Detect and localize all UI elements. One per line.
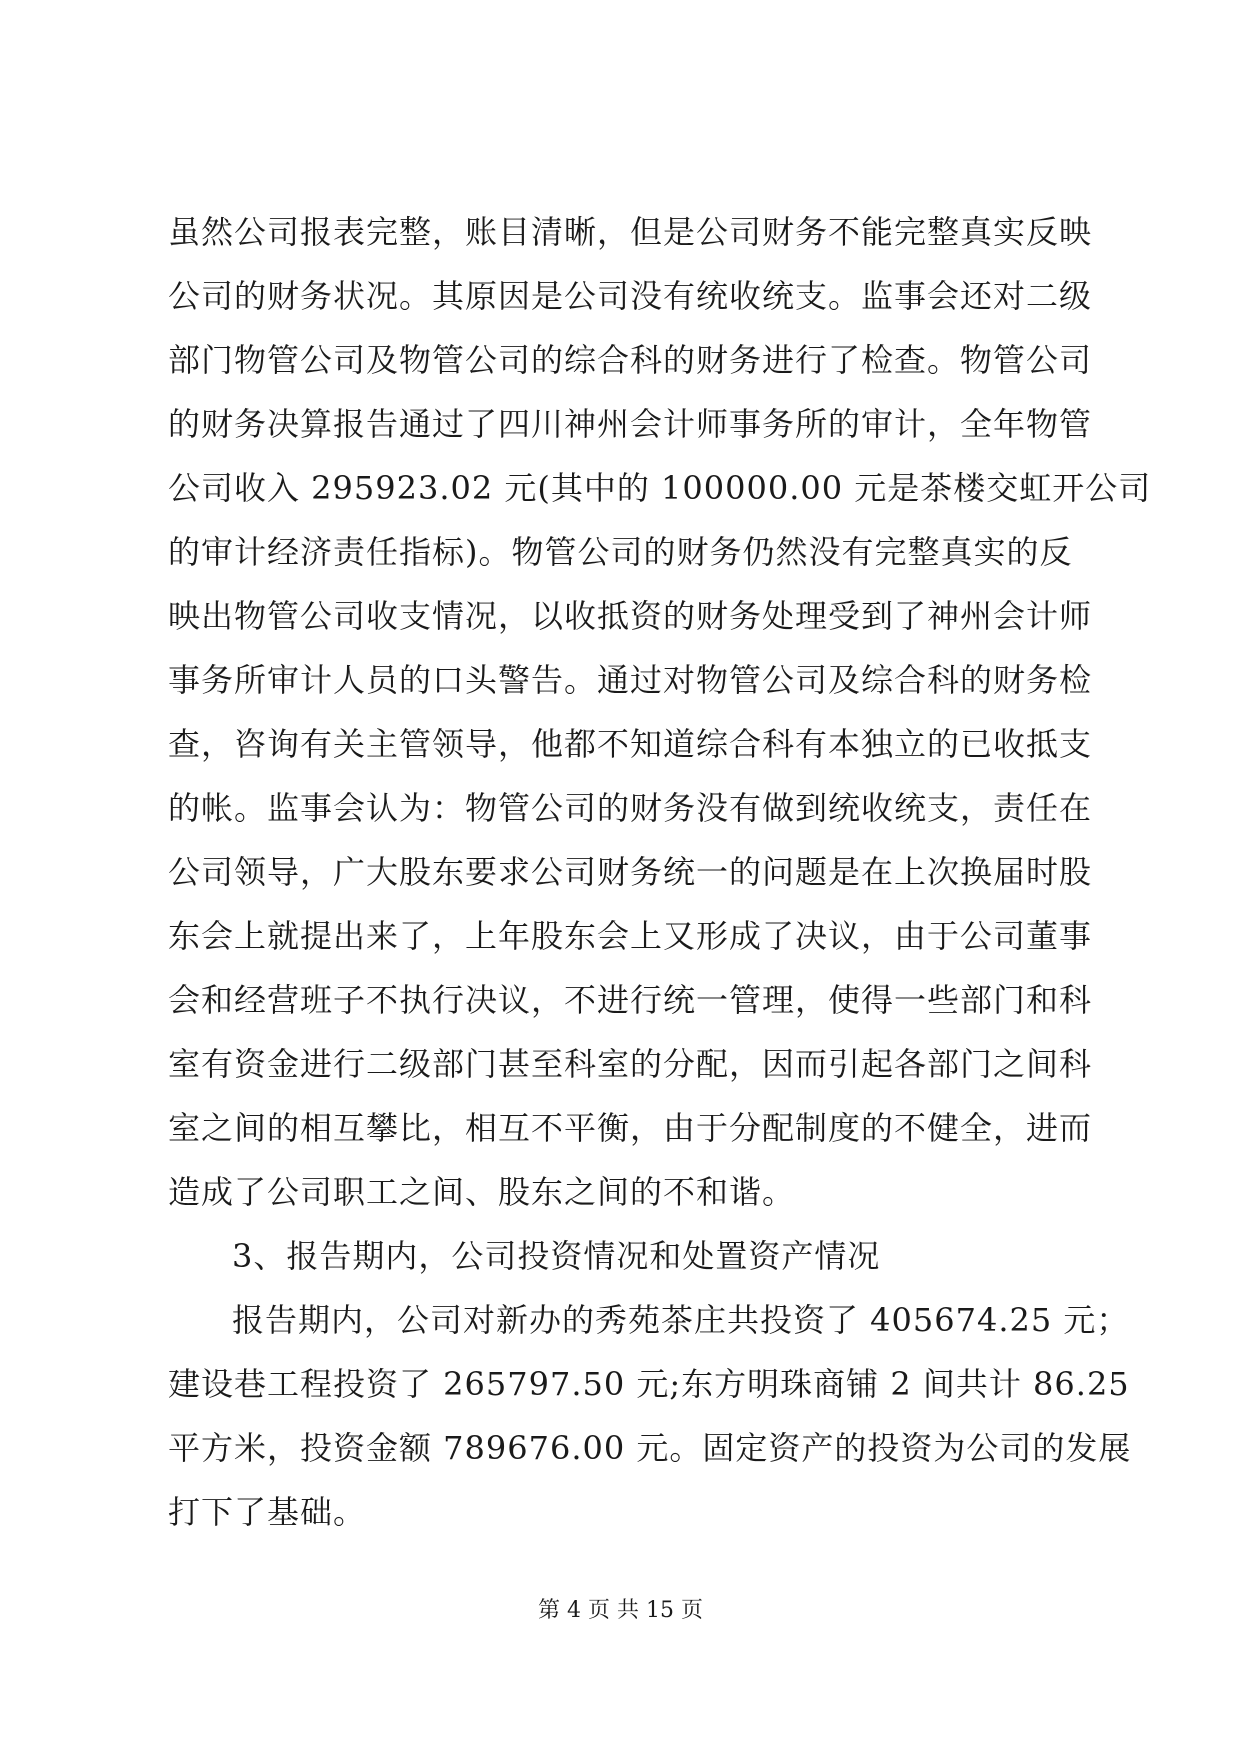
page-footer	[0, 1596, 1241, 1626]
text-line: 公司领导，广大股东要求公司财务统一的问题是在上次换届时股	[168, 853, 1093, 891]
text-line: 公司收入 295923.02 元(其中的 100000.00 元是茶楼交虹开公司	[168, 469, 1152, 507]
text-line: 部门物管公司及物管公司的综合科的财务进行了检查。物管公司	[168, 341, 1093, 379]
text-line: 室有资金进行二级部门甚至科室的分配，因而引起各部门之间科	[168, 1045, 1093, 1083]
text-line: 室之间的相互攀比，相互不平衡，由于分配制度的不健全，进而	[168, 1109, 1093, 1147]
text-line: 虽然公司报表完整，账目清晰，但是公司财务不能完整真实反映	[168, 213, 1093, 251]
text-line: 平方米，投资金额 789676.00 元。固定资产的投资为公司的发展	[168, 1429, 1132, 1467]
text-line: 打下了基础。	[168, 1493, 367, 1531]
text-line: 建设巷工程投资了 265797.50 元;东方明珠商铺 2 间共计 86.25	[168, 1365, 1130, 1403]
document-body	[168, 200, 1152, 1544]
text-line: 会和经营班子不执行决议，不进行统一管理，使得一些部门和科	[168, 981, 1093, 1019]
text-line: 的审计经济责任指标)。物管公司的财务仍然没有完整真实的反	[168, 533, 1073, 571]
text-line: 的帐。监事会认为：物管公司的财务没有做到统收统支，责任在	[168, 789, 1093, 827]
text-line: 的财务决算报告通过了四川神州会计师事务所的审计，全年物管	[168, 405, 1093, 443]
text-line: 查，咨询有关主管领导，他都不知道综合科有本独立的已收抵支	[168, 725, 1093, 763]
section-heading: 3、报告期内，公司投资情况和处置资产情况	[232, 1237, 881, 1275]
text-line: 造成了公司职工之间、股东之间的不和谐。	[168, 1173, 796, 1211]
text-line: 映出物管公司收支情况，以收抵资的财务处理受到了神州会计师	[168, 597, 1093, 635]
text-line: 公司的财务状况。其原因是公司没有统收统支。监事会还对二级	[168, 277, 1093, 315]
text-line: 东会上就提出来了，上年股东会上又形成了决议，由于公司董事	[168, 917, 1093, 955]
page-number: 第 4 页 共 15 页	[538, 1598, 703, 1623]
text-line: 事务所审计人员的口头警告。通过对物管公司及综合科的财务检	[168, 661, 1093, 699]
text-line: 报告期内，公司对新办的秀苑茶庄共投资了 405674.25 元；	[232, 1301, 1130, 1339]
